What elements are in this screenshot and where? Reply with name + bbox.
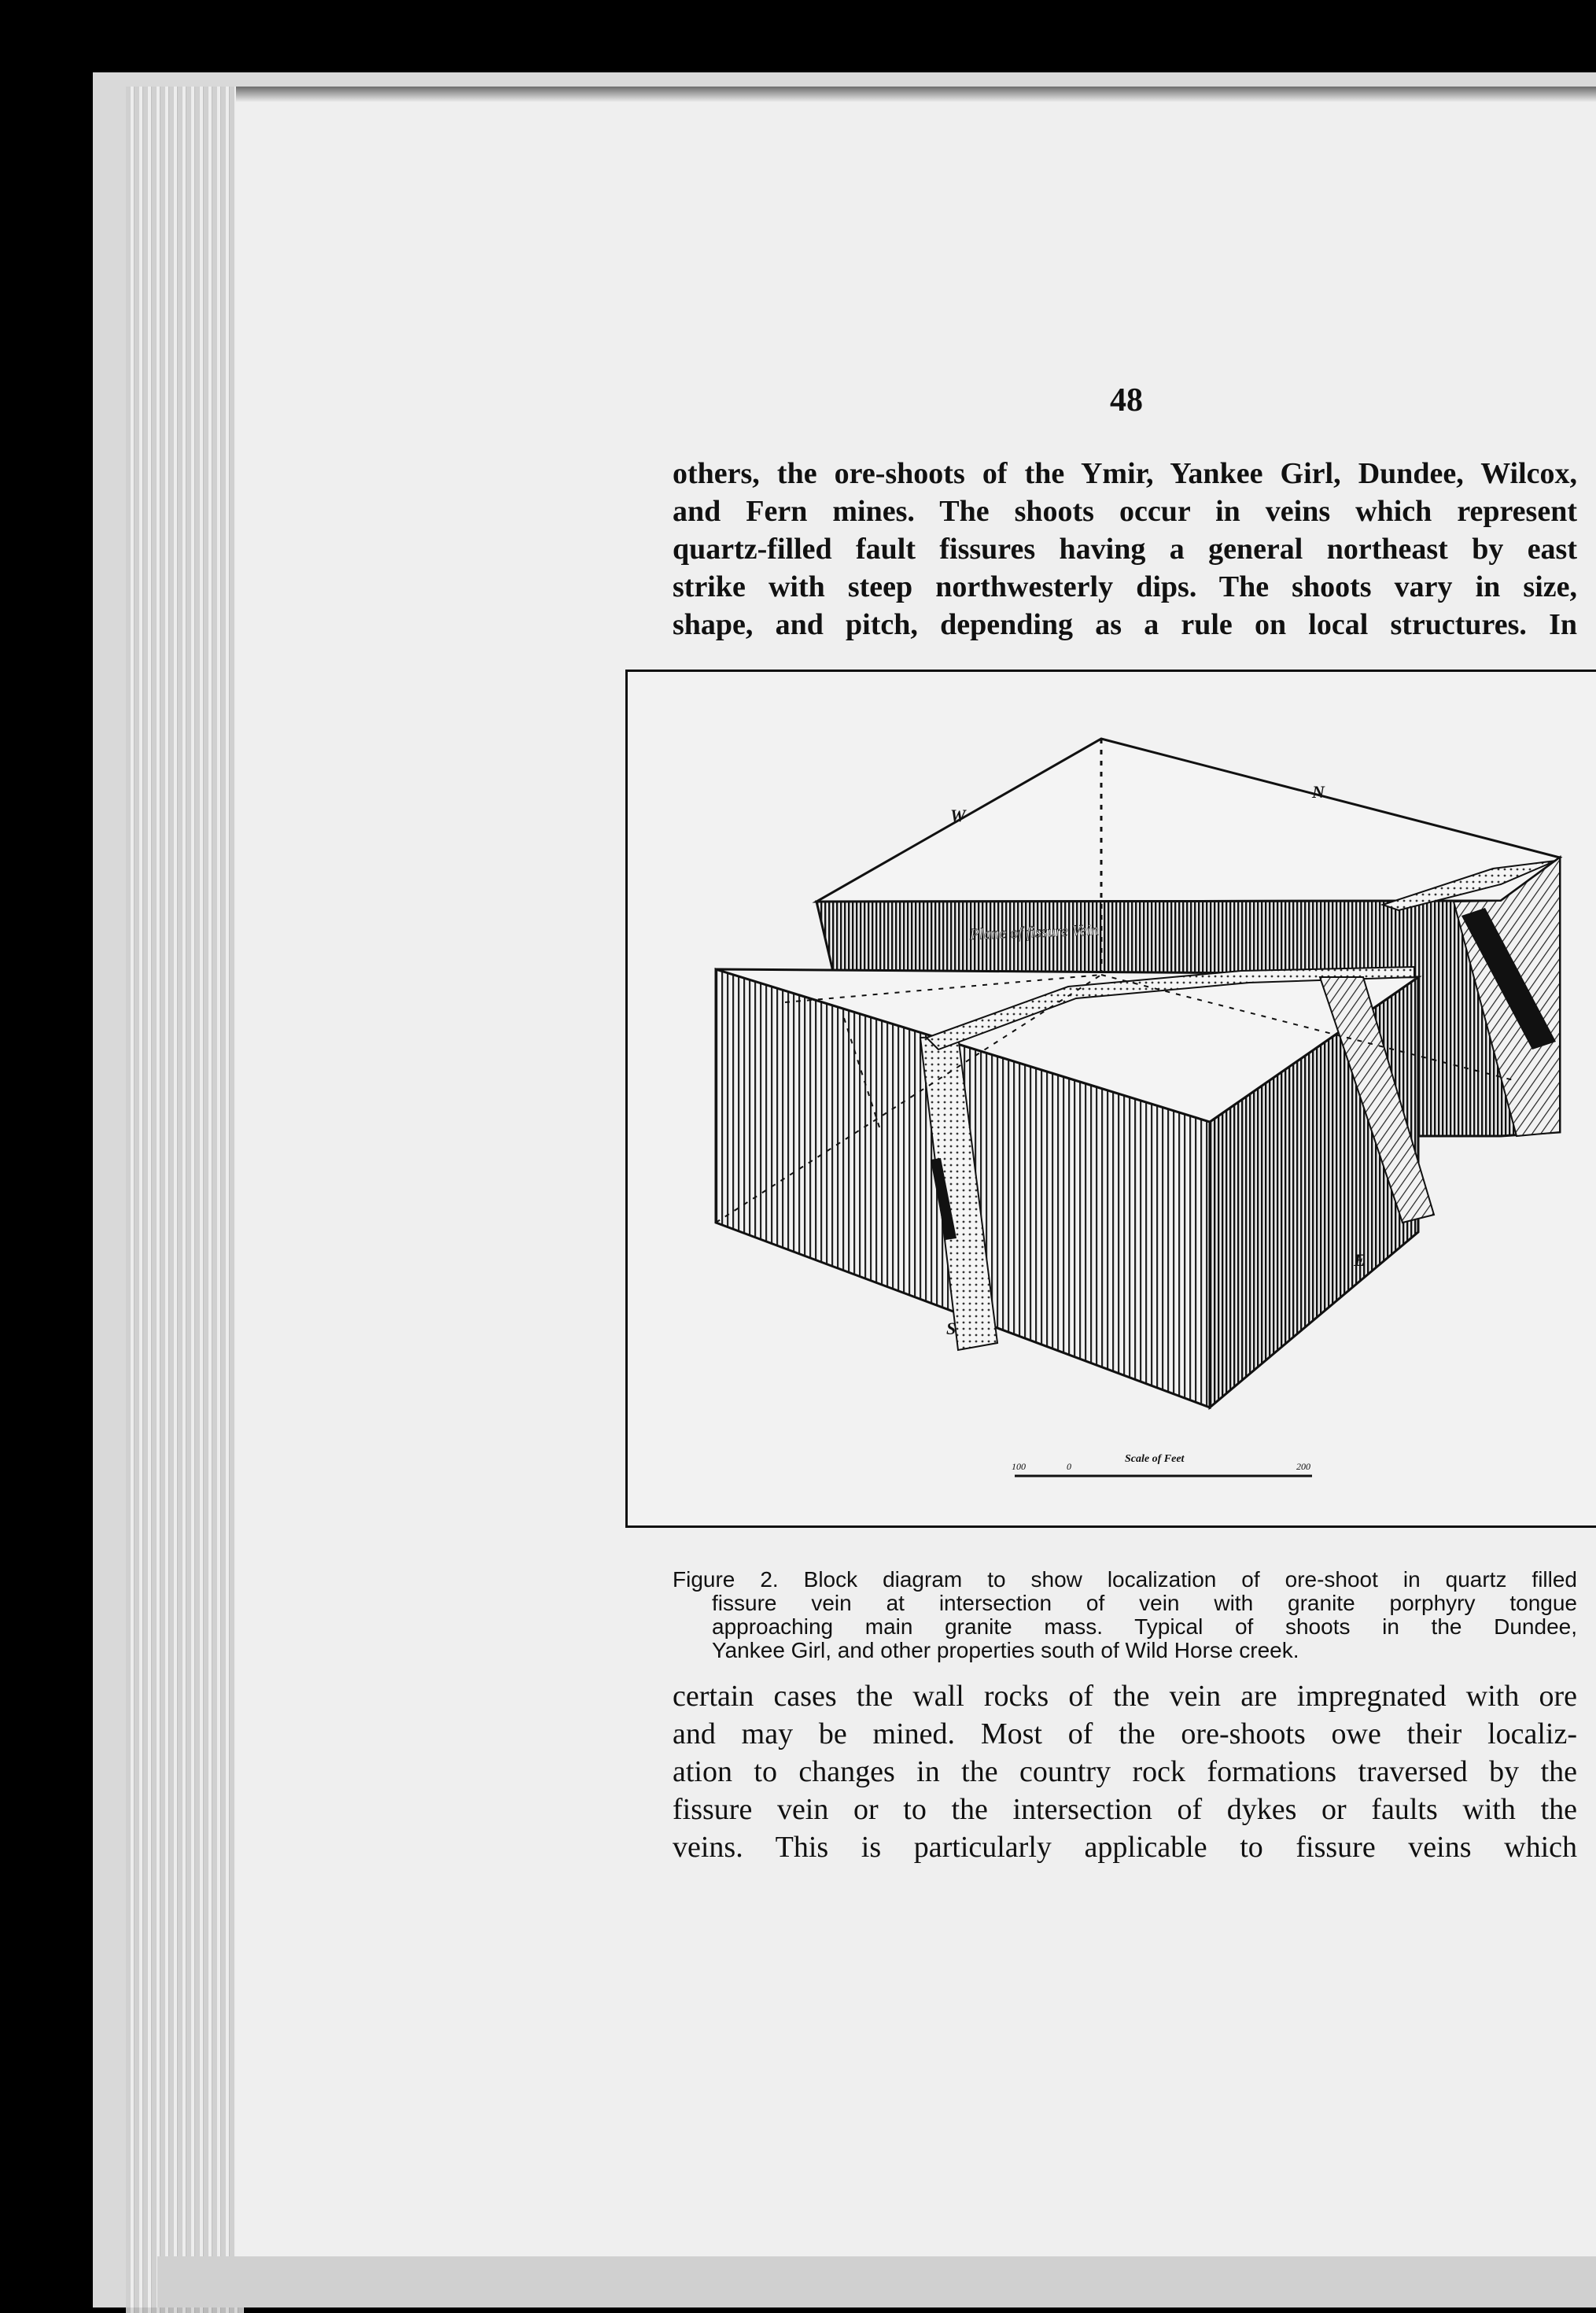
text-line: ation to changes in the country rock formations traversed by the [673,1755,1577,1788]
page-bottom-edge [157,2256,1596,2307]
label-east: E [1354,1250,1366,1270]
caption-line: approaching main granite mass. Typical of shoots in the Dundee, [712,1614,1577,1639]
caption-line: fissure vein at intersection of vein with granite porphyry tongue [712,1591,1577,1615]
text-line: and Fern mines. The shoots occur in veins which represent [673,495,1577,528]
scale-title: Scale of Feet [1125,1453,1185,1465]
scale-right: 200 [1296,1461,1310,1472]
plane-label: Plane of fissure Vein [969,921,1100,943]
label-west: W [950,806,966,825]
text-line: and may be mined. Most of the ore-shoots owe their localiz- [673,1717,1577,1750]
label-north: N [1312,782,1325,802]
lower-block [716,967,1517,1407]
caption-line: Yankee Girl, and other properties south of Wild Horse creek. [712,1638,1299,1662]
scale-bar [1012,1453,1312,1476]
text-line: fissure vein or to the intersection of dykes or faults with the [673,1793,1577,1826]
caption-line: Figure 2. Block diagram to show localization of ore-shoot in quartz filled [673,1567,1577,1592]
upper-block-top-face [816,739,1560,902]
label-south: S [946,1319,956,1338]
text-line: others, the ore-shoots of the Ymir, Yankee Girl, Dundee, Wilcox, [673,457,1577,490]
page-stack-lines [126,87,244,2313]
text-line: veins. This is particularly applicable to fissure veins which [673,1831,1577,1864]
paragraph-bottom [673,1677,1577,1866]
text-line: strike with steep northwesterly dips. The shoots vary in size, [673,570,1577,603]
block-diagram-figure [625,670,1596,1528]
page-number: 48 [1110,382,1143,419]
text-line: quartz-filled fault fissures having a general northeast by east [673,533,1577,566]
scale-left: 100 [1012,1461,1026,1472]
text-line: shape, and pitch, depending as a rule on local structures. In [673,608,1577,641]
text-line: certain cases the wall rocks of the vein are impregnated with ore [673,1680,1577,1713]
scale-zero: 0 [1067,1461,1071,1472]
page-top-shadow [236,87,1596,102]
paragraph-top [673,455,1577,644]
figure-caption [673,1568,1577,1662]
block-diagram [628,672,1596,1530]
